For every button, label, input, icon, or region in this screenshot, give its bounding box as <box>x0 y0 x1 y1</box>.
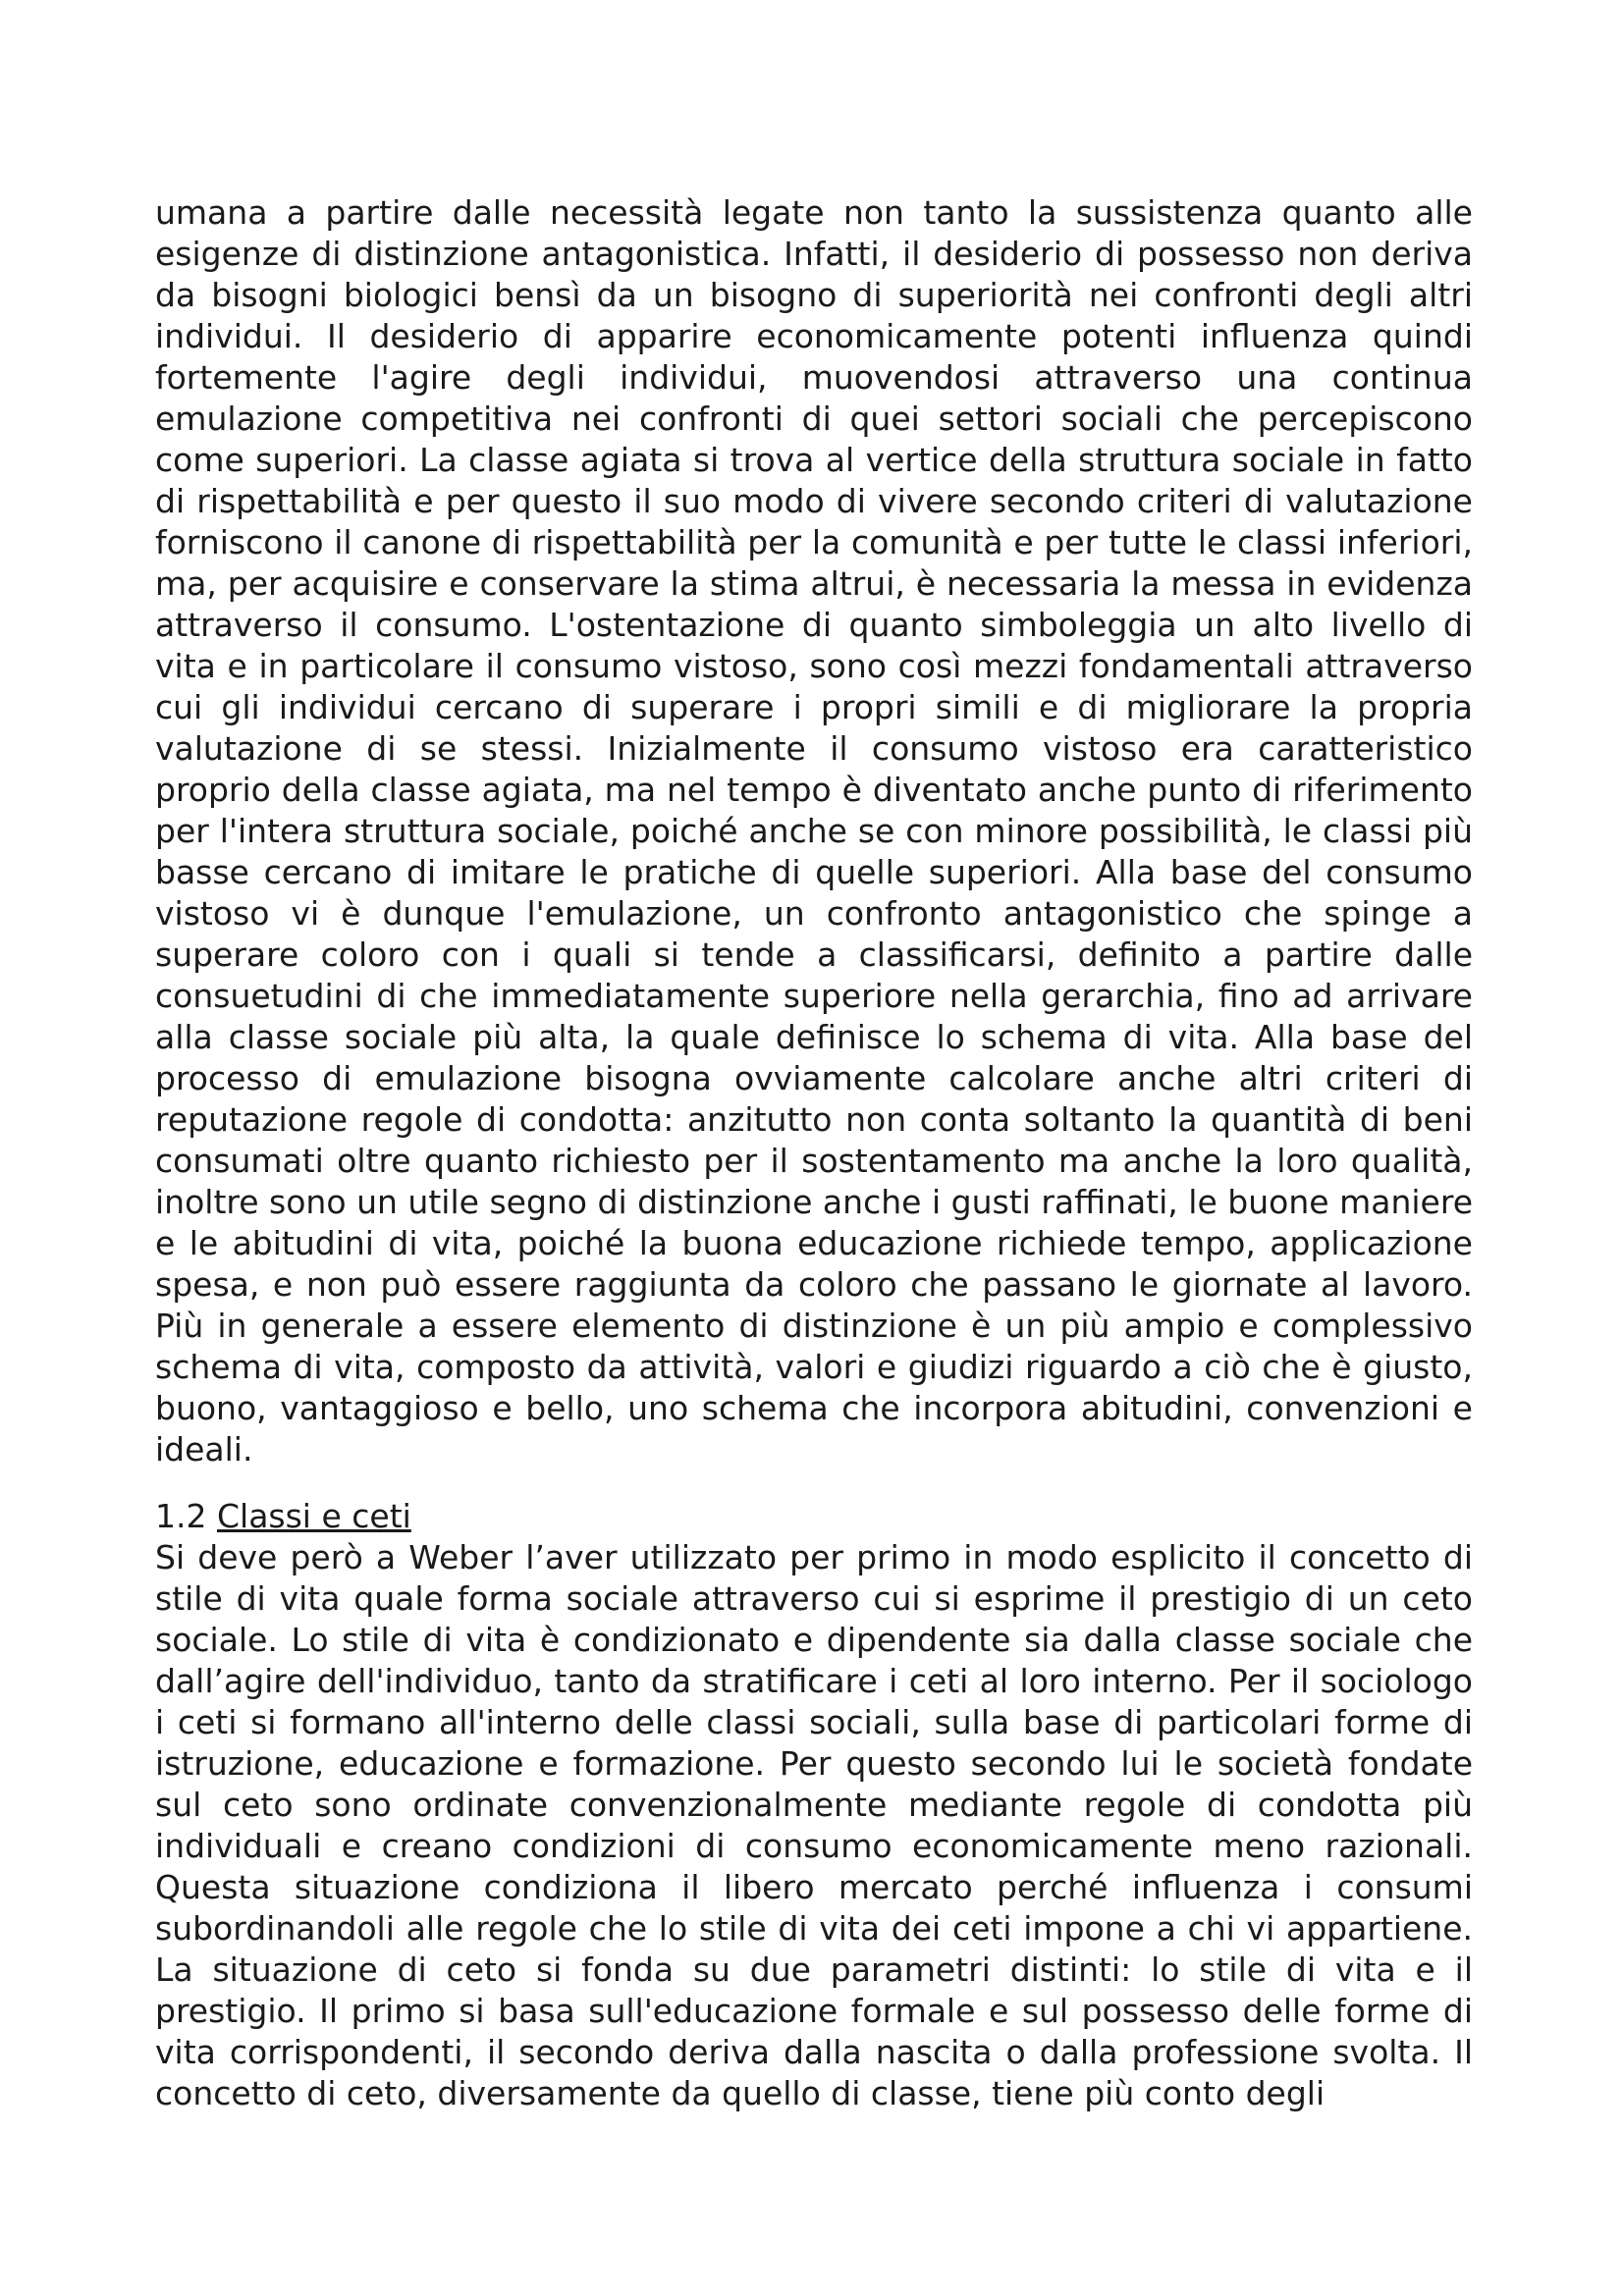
body-paragraph-1: umana a partire dalle necessità legate non tanto la sussistenza quanto alle esigenze di distinzione antagonistica. Infatti, il desiderio di possesso non deriva da bisogni biologici bensì da un bisogno di superiorità nei confronti degli altri individui. Il desiderio di apparire economicamente potenti influenza quindi fortemente l'agire degli individui, muovendosi attraverso una continua emulazione competitiva nei confronti di quei settori sociali che percepiscono come superiori. La classe agiata si trova al vertice della struttura sociale in fatto di rispettabilità e per questo il suo modo di vivere secondo criteri di valutazione forniscono il canone di rispettabilità per la comunità e per tutte le classi inferiori, ma, per acquisire e conservare la stima altrui, è necessaria la messa in evidenza attraverso il consumo. L'ostentazione di quanto simboleggia un alto livello di vita e in particolare il consumo vistoso, sono così mezzi fondamentali attraverso cui gli individui cercano di superare i propri simili e di migliorare la propria valutazione di se stessi. Inizialmente il consumo vistoso era caratteristico proprio della classe agiata, ma nel tempo è diventato anche punto di riferimento per l'intera struttura sociale, poiché anche se con minore possibilità, le classi più basse cercano di imitare le pratiche di quelle superiori. Alla base del consumo vistoso vi è dunque l'emulazione, un confronto antagonistico che spinge a superare coloro con i quali si tende a classificarsi, definito a partire dalle consuetudini di che immediatamente superiore nella gerarchia, fino ad arrivare alla classe sociale più alta, la quale definisce lo schema di vita. Alla base del processo di emulazione bisogna ovviamente calcolare anche altri criteri di reputazione regole di condotta: anzitutto non conta soltanto la quantità di beni consumati oltre quanto richiesto per il sostentamento ma anche la loro qualità, inoltre sono un utile segno di distinzione anche i gusti raffinati, le buone maniere e le abitudini di vita, poiché la buona educazione richiede tempo, applicazione spesa, e non può essere raggiunta da coloro che passano le giornate al lavoro. Più in generale a essere elemento di distinzione è un più ampio e complessivo schema di vita, composto da attività, valori e giudizi riguardo a ciò che è giusto, buono, vantaggioso e bello, uno schema che incorpora abitudini, convenzioni e ideali. <box>155 193 1473 1468</box>
section-number: 1.2 <box>155 1497 207 1535</box>
document-page <box>155 192 1473 2114</box>
section-title: Classi e ceti <box>216 1497 411 1535</box>
section-heading <box>155 1496 1473 1537</box>
body-paragraph-2: Si deve però a Weber l’aver utilizzato per primo in modo esplicito il concetto di stile di vita quale forma sociale attraverso cui si esprime il prestigio di un ceto sociale. Lo stile di vita è condizionato e dipendente sia dalla classe sociale che dall’agire dell'individuo, tanto da stratificare i ceti al loro interno. Per il sociologo i ceti si formano all'interno delle classi sociali, sulla base di particolari forme di istruzione, educazione e formazione. Per questo secondo lui le società fondate sul ceto sono ordinate convenzionalmente mediante regole di condotta più individuali e creano condizioni di consumo economicamente meno razionali. Questa situazione condiziona il libero mercato perché influenza i consumi subordinandoli alle regole che lo stile di vita dei ceti impone a chi vi appartiene. La situazione di ceto si fonda su due parametri distinti: lo stile di vita e il prestigio. Il primo si basa sull'educazione formale e sul possesso delle forme di vita corrispondenti, il secondo deriva dalla nascita o dalla professione svolta. Il concetto di ceto, diversamente da quello di classe, tiene più conto degli <box>155 1538 1473 2112</box>
